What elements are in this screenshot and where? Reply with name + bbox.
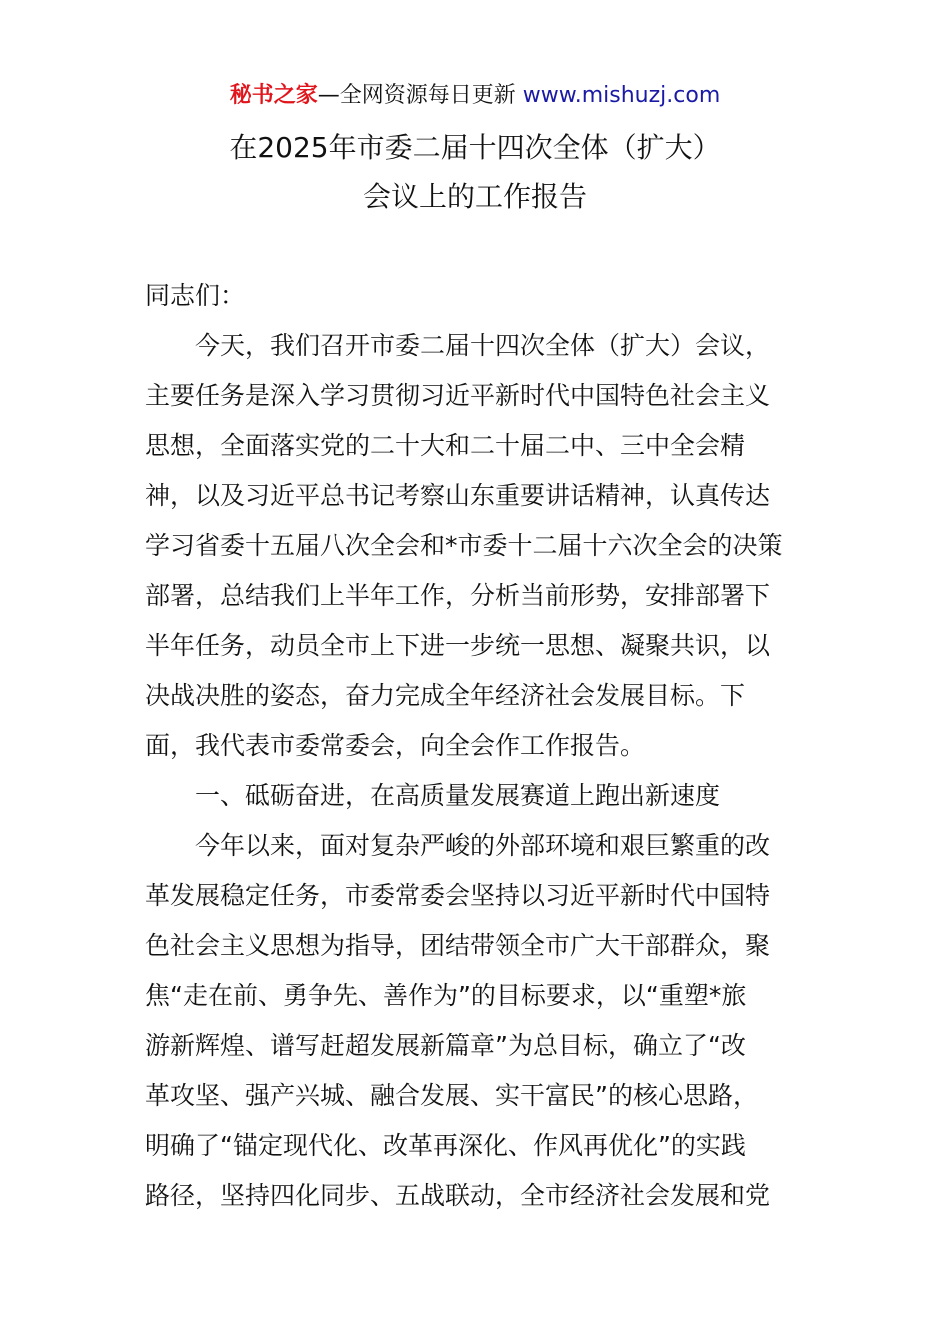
body-line: 决战决胜的姿态，奋力完成全年经济社会发展目标。下 <box>145 681 746 710</box>
body-line: 革发展稳定任务，市委常委会坚持以习近平新时代中国特 <box>145 881 771 910</box>
body-line: 神，以及习近平总书记考察山东重要讲话精神，认真传达 <box>145 481 771 510</box>
body-line: 面，我代表市委常委会，向全会作工作报告。 <box>145 731 646 760</box>
body-line: 思想，全面落实党的二十大和二十届二中、三中全会精 <box>145 431 746 460</box>
site-header <box>0 80 950 112</box>
document-title-line-2: 会议上的工作报告 <box>362 180 587 213</box>
body-line: 游新辉煌、谱写赶超发展新篇章”为总目标，确立了“改 <box>145 1031 746 1060</box>
brand-name: 秘书之家 <box>229 83 318 108</box>
body-line: 路径，坚持四化同步、五战联动，全市经济社会发展和党 <box>145 1181 771 1210</box>
body-line: 革攻坚、强产兴城、融合发展、实干富民”的核心思路， <box>145 1081 758 1110</box>
salutation: 同志们： <box>145 281 246 310</box>
site-url-link[interactable]: www.mishuzj.com <box>522 83 721 108</box>
body-line: 明确了“锚定现代化、改革再深化、作风再优化”的实践 <box>145 1131 746 1160</box>
body-line: 主要任务是深入学习贯彻习近平新时代中国特色社会主义 <box>145 381 771 410</box>
document-title-line-1: 在2025年市委二届十四次全体（扩大） <box>229 131 721 164</box>
body-line: 今年以来，面对复杂严峻的外部环境和艰巨繁重的改 <box>195 831 771 860</box>
body-line: 部署，总结我们上半年工作，分析当前形势，安排部署下 <box>145 581 771 610</box>
body-line: 今天，我们召开市委二届十四次全体（扩大）会议， <box>195 331 771 360</box>
document-body <box>145 278 807 1228</box>
body-line: 半年任务，动员全市上下进一步统一思想、凝聚共识，以 <box>145 631 771 660</box>
section-heading: 一、砥砺奋进，在高质量发展赛道上跑出新速度 <box>195 781 721 810</box>
body-line: 色社会主义思想为指导，团结带领全市广大干部群众，聚 <box>145 931 771 960</box>
header-tagline: —全网资源每日更新 <box>317 83 516 108</box>
body-line: 焦“走在前、勇争先、善作为”的目标要求，以“重塑*旅 <box>145 981 747 1010</box>
body-line: 学习省委十五届八次全会和*市委十二届十六次全会的决策 <box>145 531 783 560</box>
